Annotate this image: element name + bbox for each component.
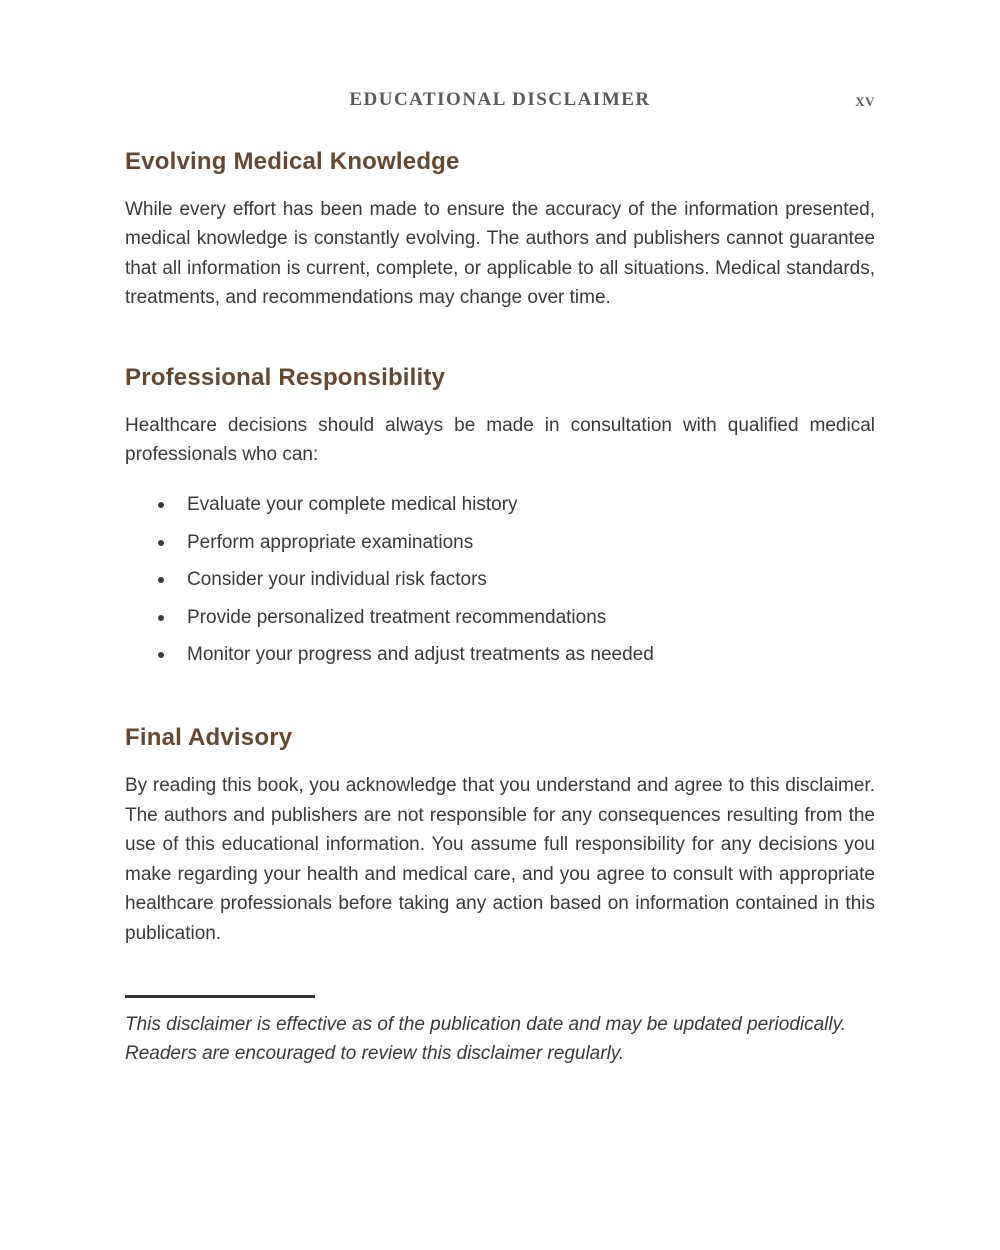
footnote-divider: [125, 995, 315, 998]
section-paragraph: Healthcare decisions should always be made in consultation with qualified medical professionals who can:: [125, 414, 875, 466]
page-header: [125, 88, 875, 111]
list-item: Provide personalized treatment recommendations: [187, 603, 875, 632]
page-number: xv: [855, 90, 875, 110]
running-head-title: EDUCATIONAL DISCLAIMER: [349, 89, 651, 110]
responsibility-list: [125, 490, 875, 669]
section-heading: Evolving Medical Knowledge: [125, 148, 460, 175]
list-item: Monitor your progress and adjust treatments as needed: [187, 640, 875, 669]
section-professional-responsibility: [125, 361, 875, 670]
footnote-text: This disclaimer is effective as of the publication date and may be updated periodically. Readers are encouraged to review this disclaimer regularly.: [125, 1013, 846, 1065]
list-item: Consider your individual risk factors: [187, 565, 875, 594]
section-paragraph: While every effort has been made to ensure the accuracy of the information presented, medical knowledge is constantly evolving. The authors and publishers cannot guarantee that all information is current, complete, or applicable to all situations. Medical standards, treatments, and recommendations may change over time.: [125, 199, 875, 309]
section-heading: Final Advisory: [125, 724, 293, 752]
section-evolving-medical-knowledge: [125, 145, 875, 313]
section-heading: Professional Responsibility: [125, 363, 446, 391]
section-paragraph: By reading this book, you acknowledge that you understand and agree to this disclaimer. The authors and publishers are not responsible for any consequences resulting from the use of this educational information. You assume full responsibility for any decisions you make regarding your health and medical care, and you agree to consult with appropriate healthcare professionals before taking any action based on information contained in this publication.: [125, 775, 875, 944]
list-item: Evaluate your complete medical history: [187, 490, 875, 519]
list-item: Perform appropriate examinations: [187, 528, 875, 557]
section-final-advisory: [125, 721, 875, 947]
